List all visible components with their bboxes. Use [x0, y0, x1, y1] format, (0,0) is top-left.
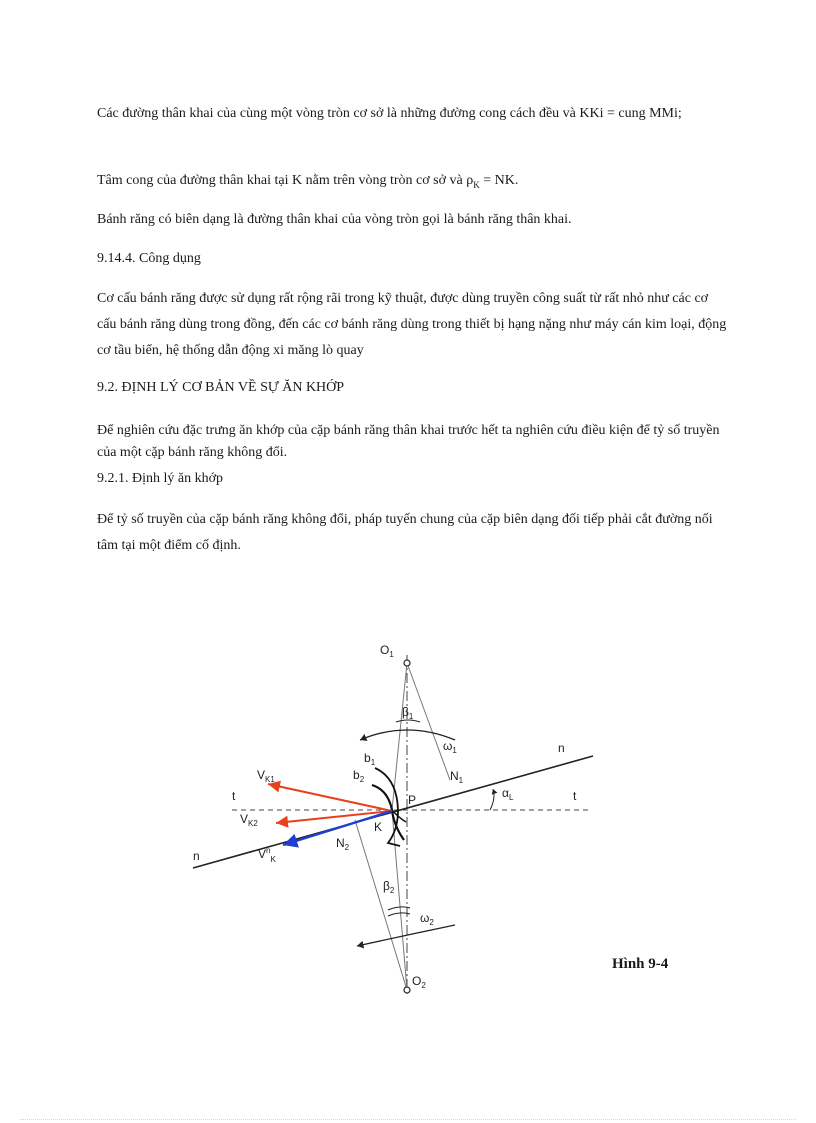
rho-symbol: ρ	[466, 173, 474, 188]
center-o1	[404, 660, 410, 666]
label-vk2: $V_{K2}$	[240, 812, 258, 828]
paragraph-meshing-theorem: Để tỷ số truyền của cặp bánh răng không đổi, pháp tuyến chung của cặp biên dạng đối tiếp phải cắt đường nối tâm tại một điểm cố định.	[97, 512, 713, 553]
label-omega2: $\omega_2$	[420, 911, 434, 927]
label-n-right: n	[558, 741, 565, 755]
label-beta2: $\beta_2$	[383, 879, 395, 895]
label-b1: $b_1$	[364, 751, 376, 767]
label-b2: $b_2$	[353, 768, 365, 784]
label-t-right: t	[573, 789, 577, 803]
label-n1: $N_1$	[450, 769, 464, 785]
label-o2: $O_2$	[412, 974, 426, 990]
label-o1: $O_1$	[380, 643, 394, 659]
label-vk1: $V_{K1}$	[257, 768, 275, 784]
label-p: P	[408, 793, 417, 807]
heading-9-2: 9.2. ĐỊNH LÝ CƠ BẢN VỀ SỰ ĂN KHỚP	[97, 380, 345, 395]
figure-caption: Hình 9-4	[612, 956, 669, 972]
paragraph-involute-property: Các đường thân khai của cùng một vòng tròn cơ sở là những đường cong cách đều và KKi = cung MMi;	[97, 106, 682, 121]
label-t-left: t	[232, 789, 236, 803]
alpha-arc	[490, 789, 494, 810]
label-k: K	[374, 820, 383, 834]
paragraph-applications: Cơ cấu bánh răng được sử dụng rất rộng rãi trong kỹ thuật, được dùng truyền công suất từ rất nhỏ như các cơ cấu bánh răng dùng trong đồng, đến các cơ bánh răng dùng trong thiết bị hạng nặng như máy cán kim loại, động cơ tầu biển, hệ thống dẫn động xi măng lò quay	[97, 291, 727, 358]
label-n2: $N_2$	[336, 836, 350, 852]
rho-subscript: K	[473, 179, 480, 190]
paragraph-study-intro: Để nghiên cứu đặc trưng ăn khớp của cặp bánh răng thân khai trước hết ta nghiên cứu điều kiện để tỷ số truyền của một cặp bánh răng không đổi.	[97, 423, 720, 460]
label-alpha: $\alpha_L$	[502, 786, 514, 802]
p2-suffix: = NK.	[479, 173, 519, 188]
heading-9-14-4: 9.14.4. Công dụng	[97, 251, 201, 266]
page-bottom-rule	[20, 1119, 796, 1120]
label-n-left: n	[193, 849, 200, 863]
center-o2	[404, 987, 410, 993]
p2-prefix: Tâm cong của đường thân khai tại K nằm trên vòng tròn cơ sở và	[97, 173, 467, 188]
velocity-vk1	[268, 784, 392, 811]
paragraph-involute-gear-definition: Bánh răng có biên dạng là đường thân khai của vòng tròn gọi là bánh răng thân khai.	[97, 212, 572, 227]
radius-o2-k	[392, 810, 407, 990]
radius-o1-n1	[407, 663, 450, 780]
label-omega1: $\omega_1$	[443, 739, 457, 755]
omega2-arrow	[357, 925, 455, 946]
label-vnk: $V^n_K$	[258, 846, 276, 864]
heading-9-2-1: 9.2.1. Định lý ăn khớp	[97, 471, 224, 486]
label-beta1: $\beta_1$	[402, 705, 414, 721]
